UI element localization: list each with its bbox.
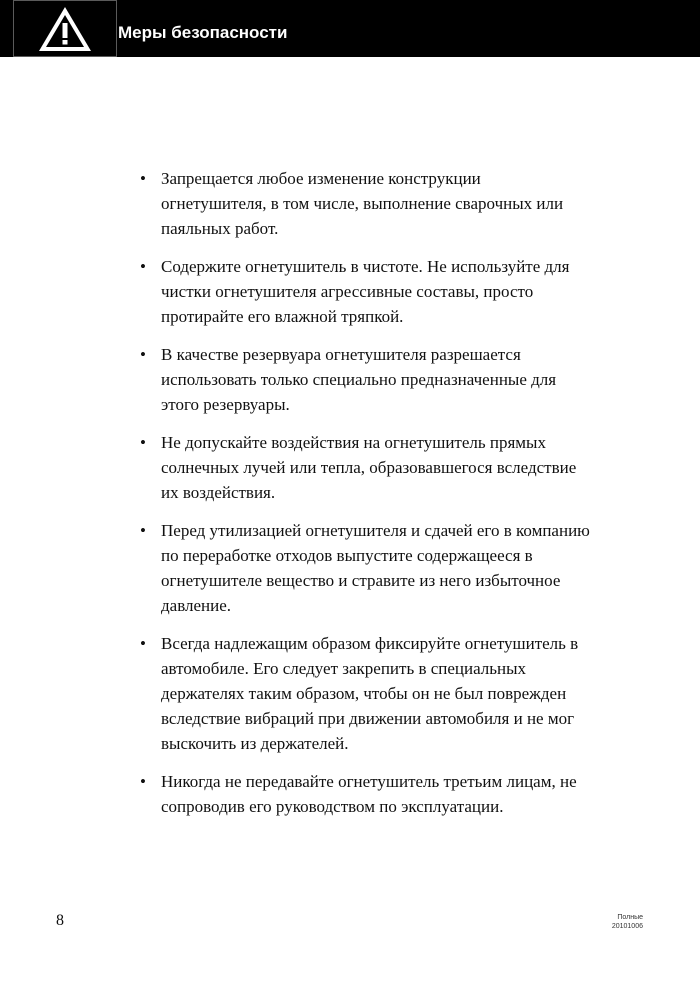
bullet-text: Никогда не передавайте огнетушитель третьим лицам, не сопроводив его руководством по эксплуатации. <box>161 772 577 816</box>
warning-box <box>13 0 117 57</box>
list-item <box>140 631 590 756</box>
bullet-dot: • <box>140 169 146 188</box>
footer-note <box>612 913 643 931</box>
list-item <box>140 769 590 819</box>
bullet-text: Всегда надлежащим образом фиксируйте огнетушитель в автомобиле. Его следует закрепить в специальных держателях таким образом, чтобы он не был поврежден вследствие вибраций при движении автомобиля и не мог выскочить из держателей. <box>161 634 579 753</box>
list-item <box>140 342 590 417</box>
list-item <box>140 518 590 618</box>
footer-note-line1: Полные <box>617 914 643 921</box>
bullet-text: Не допускайте воздействия на огнетушитель прямых солнечных лучей или тепла, образовавшегося вследствие их воздействия. <box>161 433 577 502</box>
bullet-dot: • <box>140 345 146 364</box>
bullet-dot: • <box>140 521 146 540</box>
bullet-text: Запрещается любое изменение конструкции огнетушителя, в том числе, выполнение сварочных или паяльных работ. <box>161 169 564 238</box>
bullet-text: В качестве резервуара огнетушителя разрешается использовать только специально предназначенные для этого резервуары. <box>161 345 557 414</box>
header-bar <box>0 0 700 57</box>
bullet-text: Содержите огнетушитель в чистоте. Не используйте для чистки огнетушителя агрессивные составы, просто протирайте его влажной тряпкой. <box>161 257 570 326</box>
page-title: Меры безопасности <box>118 23 288 42</box>
list-item <box>140 166 590 241</box>
safety-bullet-list <box>140 166 590 819</box>
warning-triangle-icon <box>36 4 94 54</box>
page-number: 8 <box>56 912 64 929</box>
bullet-text: Перед утилизацией огнетушителя и сдачей его в компанию по переработке отходов выпустите содержащееся в огнетушителе вещество и стравите из него избыточное давление. <box>161 521 590 615</box>
list-item <box>140 430 590 505</box>
content-area <box>140 166 590 832</box>
bullet-dot: • <box>140 257 146 276</box>
bullet-dot: • <box>140 634 146 653</box>
list-item <box>140 254 590 329</box>
footer-note-line2: 20101006 <box>611 923 643 930</box>
bullet-dot: • <box>140 772 146 791</box>
bullet-dot: • <box>140 433 146 452</box>
